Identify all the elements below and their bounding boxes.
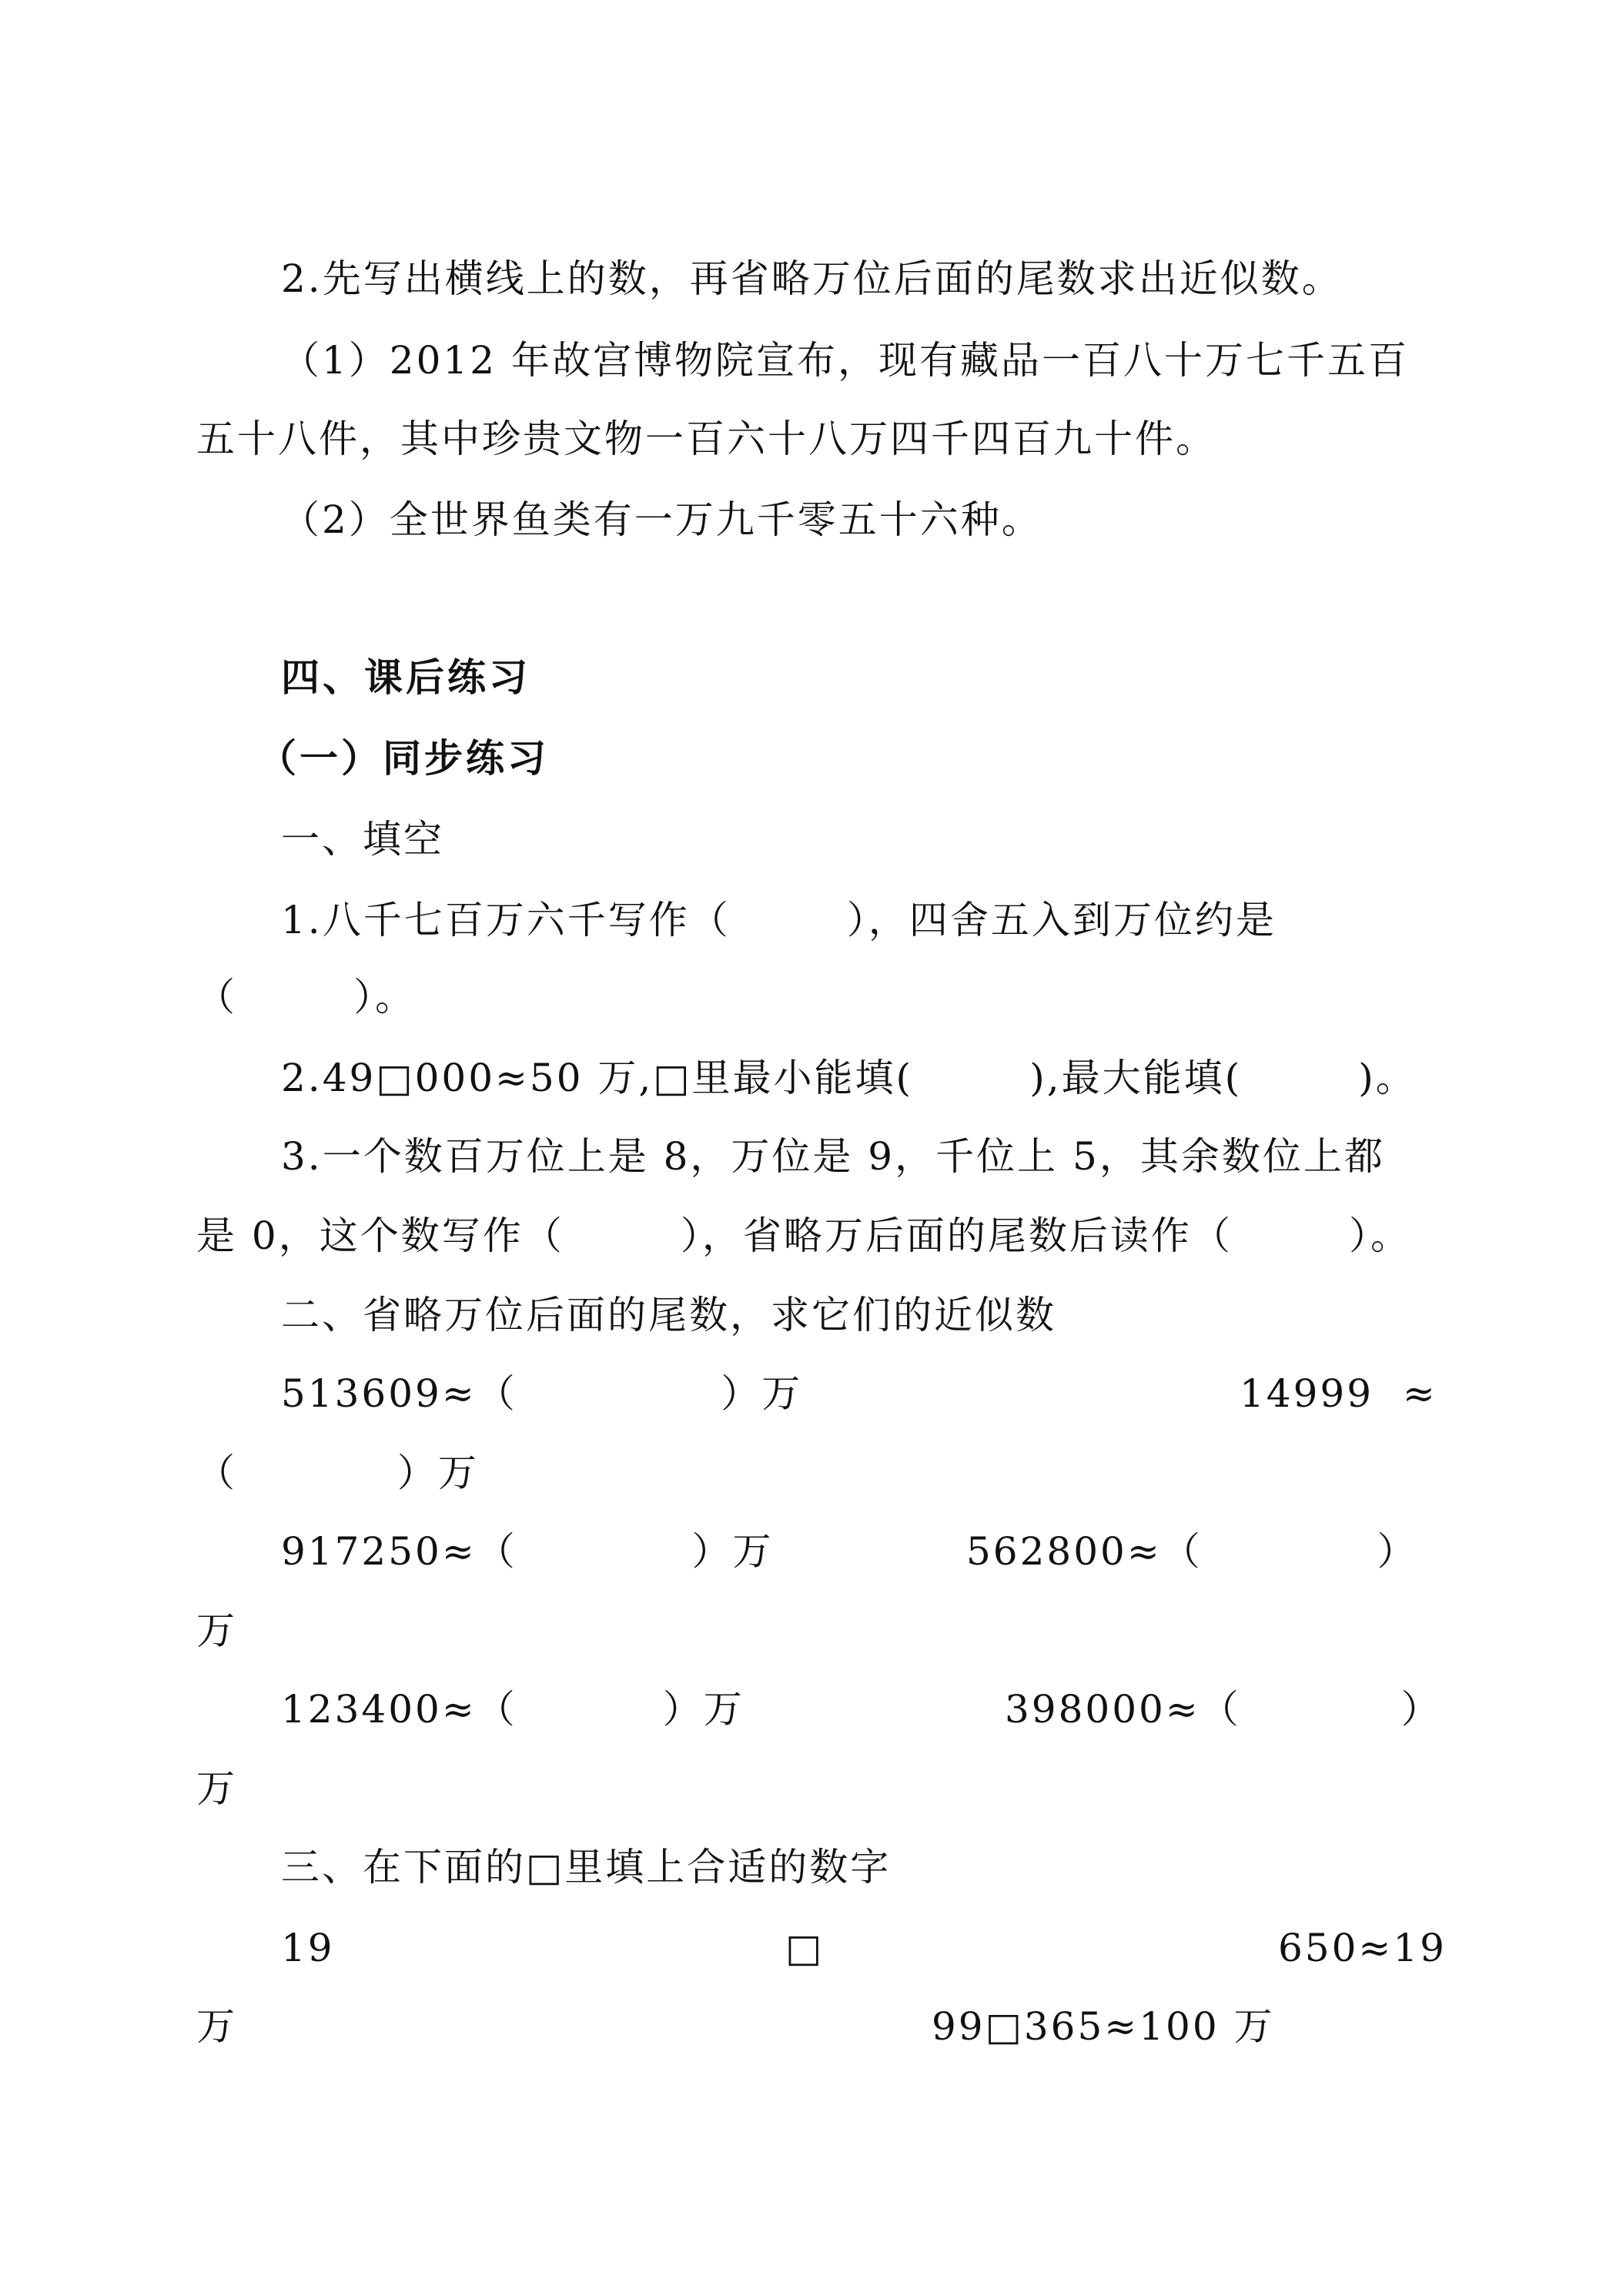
part2-row2-left: 917250≈（ ）万 [281, 1529, 774, 1574]
exercise-2-title: 2.先写出横线上的数，再省略万位后面的尾数求出近似数。 [281, 256, 1343, 301]
part1-q1-line2: （ ）。 [196, 975, 417, 1019]
exercise-2-part1-line1: （1）2012 年故宫博物院宣布，现有藏品一百八十万七千五百 [281, 338, 1409, 383]
part1-q3-line1: 3.一个数百万位上是 8，万位是 9，千位上 5，其余数位上都 [281, 1134, 1385, 1179]
part2-title: 二、省略万位后面的尾数，求它们的近似数 [281, 1293, 1056, 1337]
part2-row3-right: 398000≈（ ） [1005, 1687, 1442, 1732]
part3-row2-unit: 万 [196, 2004, 237, 2049]
part3-row2-expression: 99□365≈100 万 [932, 2004, 1275, 2049]
part3-row1-box: □ [785, 1926, 825, 1970]
part2-row2-right: 562800≈（ ） [966, 1529, 1418, 1574]
part1-q3-line2: 是 0，这个数写作（ ），省略万后面的尾数后读作（ ）。 [196, 1213, 1412, 1258]
part1-title: 一、填空 [281, 817, 444, 862]
exercise-2-part2: （2）全世界鱼类有一万九千零五十六种。 [281, 497, 1042, 542]
part2-row3-left: 123400≈（ ）万 [281, 1687, 745, 1732]
part2-row1-continuation: （ ）万 [196, 1451, 479, 1495]
part2-row2-continuation: 万 [196, 1608, 237, 1653]
part3-title: 三、在下面的□里填上合适的数字 [281, 1845, 892, 1889]
part2-row1-right: 14999 ≈ [1240, 1371, 1437, 1416]
part3-row1-number-end: 650≈19 [1278, 1926, 1447, 1970]
part3-row1-number-start: 19 [281, 1926, 335, 1970]
section-subheading: （一）同步练习 [258, 736, 549, 781]
part2-row1-left: 513609≈（ ）万 [281, 1371, 803, 1416]
part1-q2: 2.49□000≈50 万,□里最小能填( ),最大能填( )。 [281, 1056, 1417, 1100]
part1-q1-line1: 1.八千七百万六千写作（ ），四舍五入到万位约是 [281, 898, 1277, 942]
section-heading: 四、课后练习 [281, 655, 530, 700]
exercise-2-part1-line2: 五十八件，其中珍贵文物一百六十八万四千四百九十件。 [196, 417, 1216, 461]
part2-row3-continuation: 万 [196, 1766, 237, 1811]
